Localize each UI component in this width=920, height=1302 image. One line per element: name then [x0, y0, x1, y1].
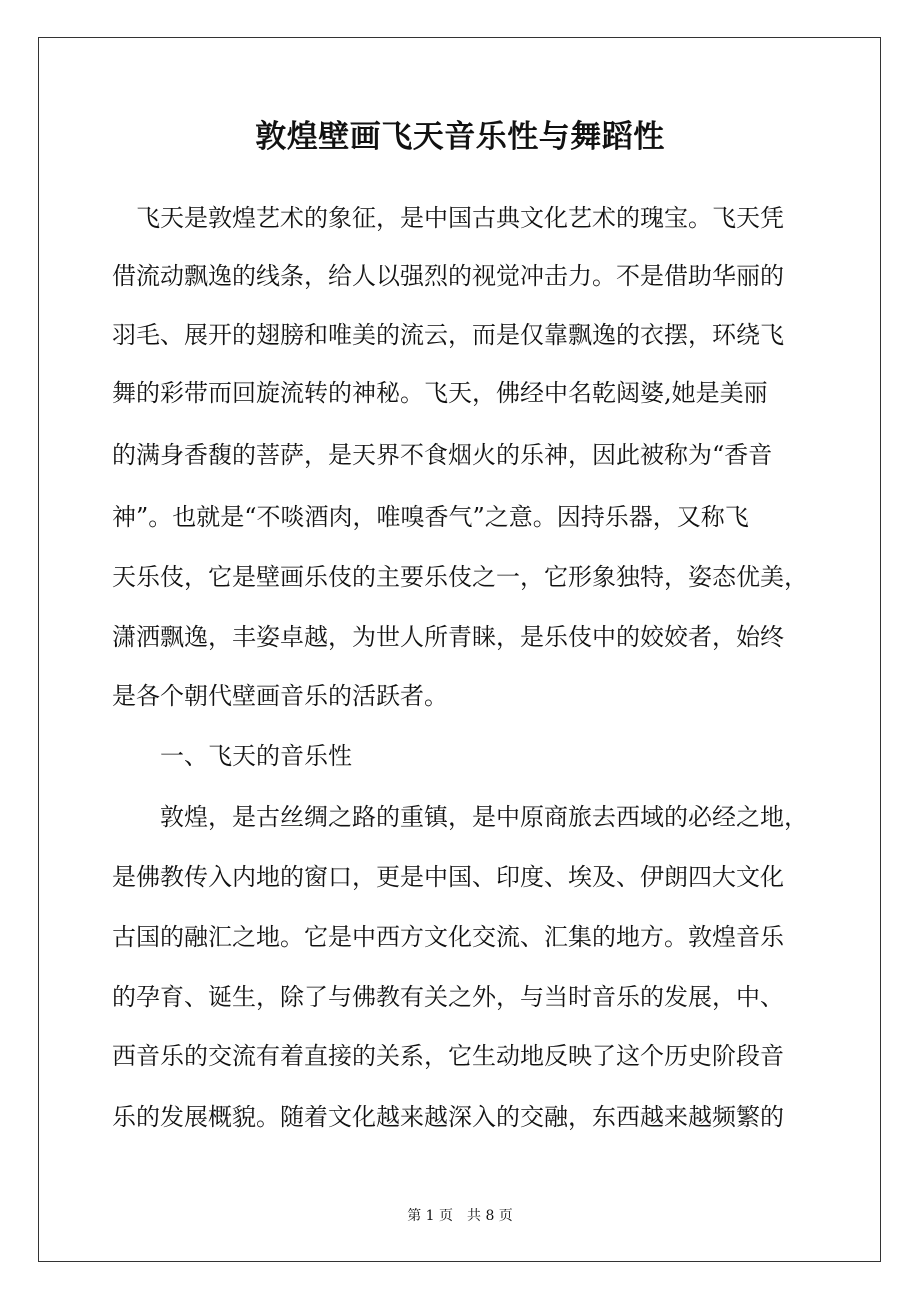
paragraph-line: 是各个朝代壁画音乐的活跃者。: [112, 682, 448, 710]
paragraph-line: 借流动飘逸的线条，给人以强烈的视觉冲击力。不是借助华丽的: [112, 262, 784, 290]
paragraph-line: 的满身香馥的菩萨，是天界不食烟火的乐神，因此被称为“香音: [112, 441, 773, 469]
paragraph-line: 西音乐的交流有着直接的关系，它生动地反映了这个历史阶段音: [112, 1042, 784, 1070]
paragraph-line: 飞天是敦煌艺术的象征，是中国古典文化艺术的瑰宝。飞天凭: [112, 204, 784, 232]
section-heading: 一、飞天的音乐性: [112, 742, 352, 770]
paragraph-line: 的孕育、诞生，除了与佛教有关之外，与当时音乐的发展，中、: [112, 983, 784, 1011]
paragraph-line: 古国的融汇之地。它是中西方文化交流、汇集的地方。敦煌音乐: [112, 923, 784, 951]
paragraph-line: 羽毛、展开的翅膀和唯美的流云，而是仅靠飘逸的衣摆，环绕飞: [112, 321, 784, 349]
document-title: 敦煌壁画飞天音乐性与舞蹈性: [255, 119, 665, 155]
paragraph-line: 天乐伎，它是壁画乐伎的主要乐伎之一，它形象独特，姿态优美，: [112, 563, 808, 591]
paragraph-line: 乐的发展概貌。随着文化越来越深入的交融，东西越来越频繁的: [112, 1103, 784, 1131]
paragraph-line: 舞的彩带而回旋流转的神秘。飞天，佛经中名乾闼婆,她是美丽: [112, 379, 768, 407]
paragraph-line: 神”。也就是“不啖酒肉，唯嗅香气”之意。因持乐器，又称飞: [112, 503, 749, 531]
paragraph-line: 是佛教传入内地的窗口，更是中国、印度、埃及、伊朗四大文化: [112, 863, 784, 891]
paragraph-line: 潇洒飘逸，丰姿卓越，为世人所青睐，是乐伎中的姣姣者，始终: [112, 623, 784, 651]
paragraph-line: 敦煌，是古丝绸之路的重镇，是中原商旅去西域的必经之地，: [112, 803, 808, 831]
page-number-footer: 第 1 页 共 8 页: [407, 1208, 513, 1224]
